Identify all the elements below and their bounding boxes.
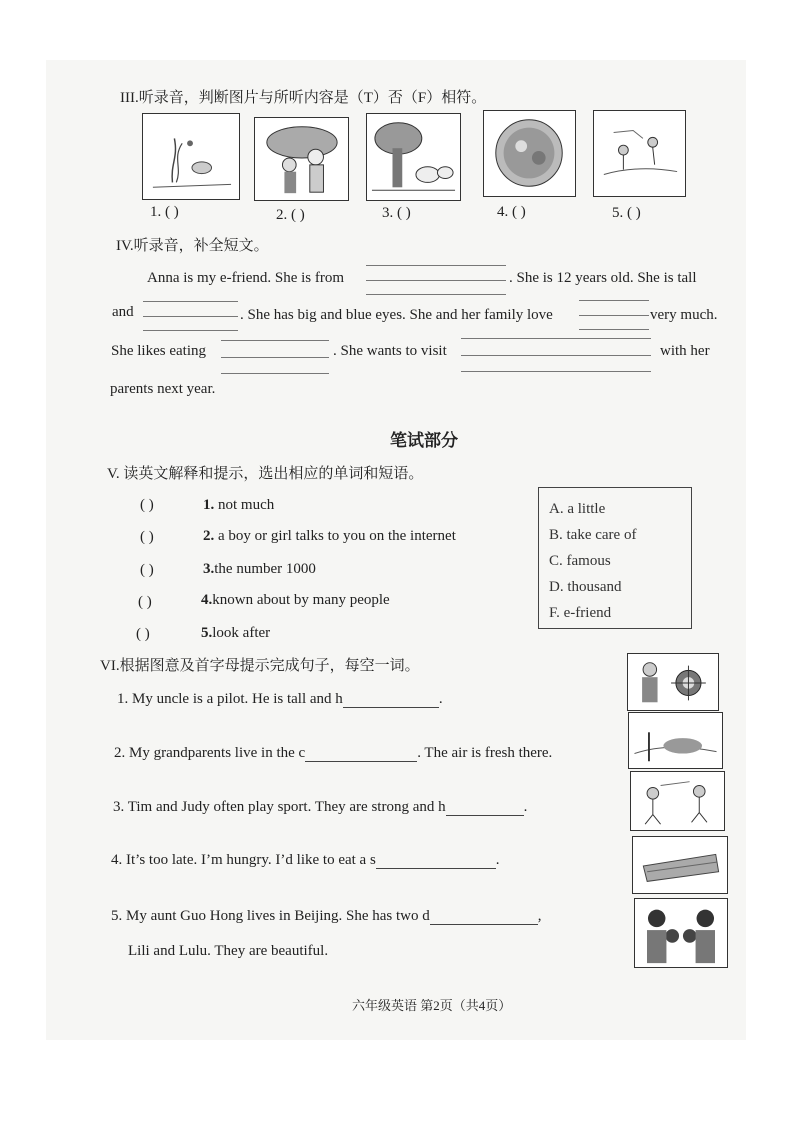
picture-countryside (628, 712, 723, 769)
answer-paren-3[interactable]: 3. ( ) (382, 205, 411, 221)
sentence-end: . (495, 852, 500, 868)
sentence-5-continued: Lili and Lulu. They are beautiful. (128, 943, 329, 959)
blank-lines-2[interactable] (143, 301, 238, 331)
answer-paren-5[interactable]: 5. ( ) (612, 205, 641, 221)
sentence-end: . (523, 799, 528, 815)
question-text: look after (212, 625, 271, 641)
question-number: 1. (203, 497, 215, 513)
option-a: A. a little (549, 501, 606, 517)
blank-lines-1[interactable] (366, 265, 506, 295)
question-number: 4. (201, 592, 213, 608)
question-text: the number 1000 (214, 561, 316, 577)
sentence-text: 2. My grandparents live in the c (114, 745, 306, 761)
answer-paren-1[interactable]: 1. ( ) (150, 204, 179, 220)
picture-2-family-tree (254, 117, 349, 201)
option-d: D. thousand (549, 579, 622, 595)
sentence-text: 5. My aunt Guo Hong lives in Beijing. She has two d (111, 908, 430, 924)
written-section-title: 笔试部分 (390, 431, 458, 451)
section-4-title: IV.听录音，补全短文。 (116, 238, 269, 254)
question-5 (201, 625, 270, 642)
question-3 (203, 561, 316, 578)
sentence-end: , (537, 908, 542, 924)
answer-paren-2[interactable]: 2. ( ) (276, 207, 305, 223)
sentence-end: . The air is fresh there. (417, 745, 553, 761)
passage-line-3b: . She wants to visit (333, 343, 447, 359)
answer-blank[interactable] (430, 924, 538, 925)
question-number: 2. (203, 528, 215, 544)
sentence-1 (117, 691, 443, 708)
passage-line-2b: . She has big and blue eyes. She and her family love (240, 307, 553, 323)
answer-blank[interactable] (343, 707, 439, 708)
sentence-text: 4. It’s too late. I’m hungry. I’d like to eat a s (111, 852, 376, 868)
page-footer: 六年级英语 第2页（共4页） (352, 998, 512, 1013)
picture-family-daughters (634, 898, 728, 968)
question-number: 3. (203, 561, 215, 577)
picture-4-food-plate (483, 110, 576, 197)
options-box (538, 487, 692, 629)
option-f: F. e-friend (549, 605, 612, 621)
answer-paren[interactable]: ( ) (140, 497, 154, 513)
passage-line-2c: very much. (650, 307, 718, 323)
answer-blank[interactable] (446, 815, 524, 816)
picture-children-sport (630, 771, 725, 831)
blank-lines-4[interactable] (221, 340, 329, 374)
blank-lines-3[interactable] (579, 300, 649, 330)
section-6-title: VI.根据图意及首字母提示完成句子，每空一词。 (100, 658, 420, 674)
answer-paren[interactable]: ( ) (140, 562, 154, 578)
question-2 (203, 528, 456, 545)
sentence-4 (111, 852, 500, 869)
picture-1-fish-seaweed (142, 113, 240, 200)
sentence-text: 3. Tim and Judy often play sport. They are strong and h (113, 799, 446, 815)
section-3-title: III.听录音，判断图片与所听内容是（T）否（F）相符。 (120, 90, 487, 106)
passage-line-1b: . She is 12 years old. She is tall (509, 270, 697, 286)
question-text: a boy or girl talks to you on the internet (214, 528, 456, 544)
question-4 (201, 592, 390, 609)
question-number: 5. (201, 625, 213, 641)
answer-paren[interactable]: ( ) (136, 626, 150, 642)
picture-5-playground (593, 110, 686, 197)
section-5-title: V. 读英文解释和提示，选出相应的单词和短语。 (107, 466, 424, 482)
passage-line-1a: Anna is my e-friend. She is from (147, 270, 345, 286)
passage-line-2a: and (112, 304, 134, 320)
answer-paren[interactable]: ( ) (138, 594, 152, 610)
picture-pilot-airplane (627, 653, 719, 711)
picture-sandwich (632, 836, 728, 894)
sentence-text: 1. My uncle is a pilot. He is tall and h (117, 691, 343, 707)
question-text: not much (214, 497, 275, 513)
question-text: known about by many people (212, 592, 390, 608)
sentence-end: . (438, 691, 443, 707)
answer-paren-4[interactable]: 4. ( ) (497, 204, 526, 220)
sentence-5 (111, 908, 542, 925)
option-b: B. take care of (549, 527, 637, 543)
option-c: C. famous (549, 553, 611, 569)
answer-blank[interactable] (376, 868, 496, 869)
blank-lines-5[interactable] (461, 338, 651, 372)
answer-paren[interactable]: ( ) (140, 529, 154, 545)
picture-3-tree-animals (366, 113, 461, 201)
answer-blank[interactable] (305, 761, 417, 762)
sentence-3 (113, 799, 527, 816)
question-1 (203, 497, 274, 514)
passage-line-4: parents next year. (110, 381, 216, 397)
passage-line-3c: with her (660, 343, 710, 359)
passage-line-3a: She likes eating (111, 343, 206, 359)
sentence-2 (114, 745, 552, 762)
